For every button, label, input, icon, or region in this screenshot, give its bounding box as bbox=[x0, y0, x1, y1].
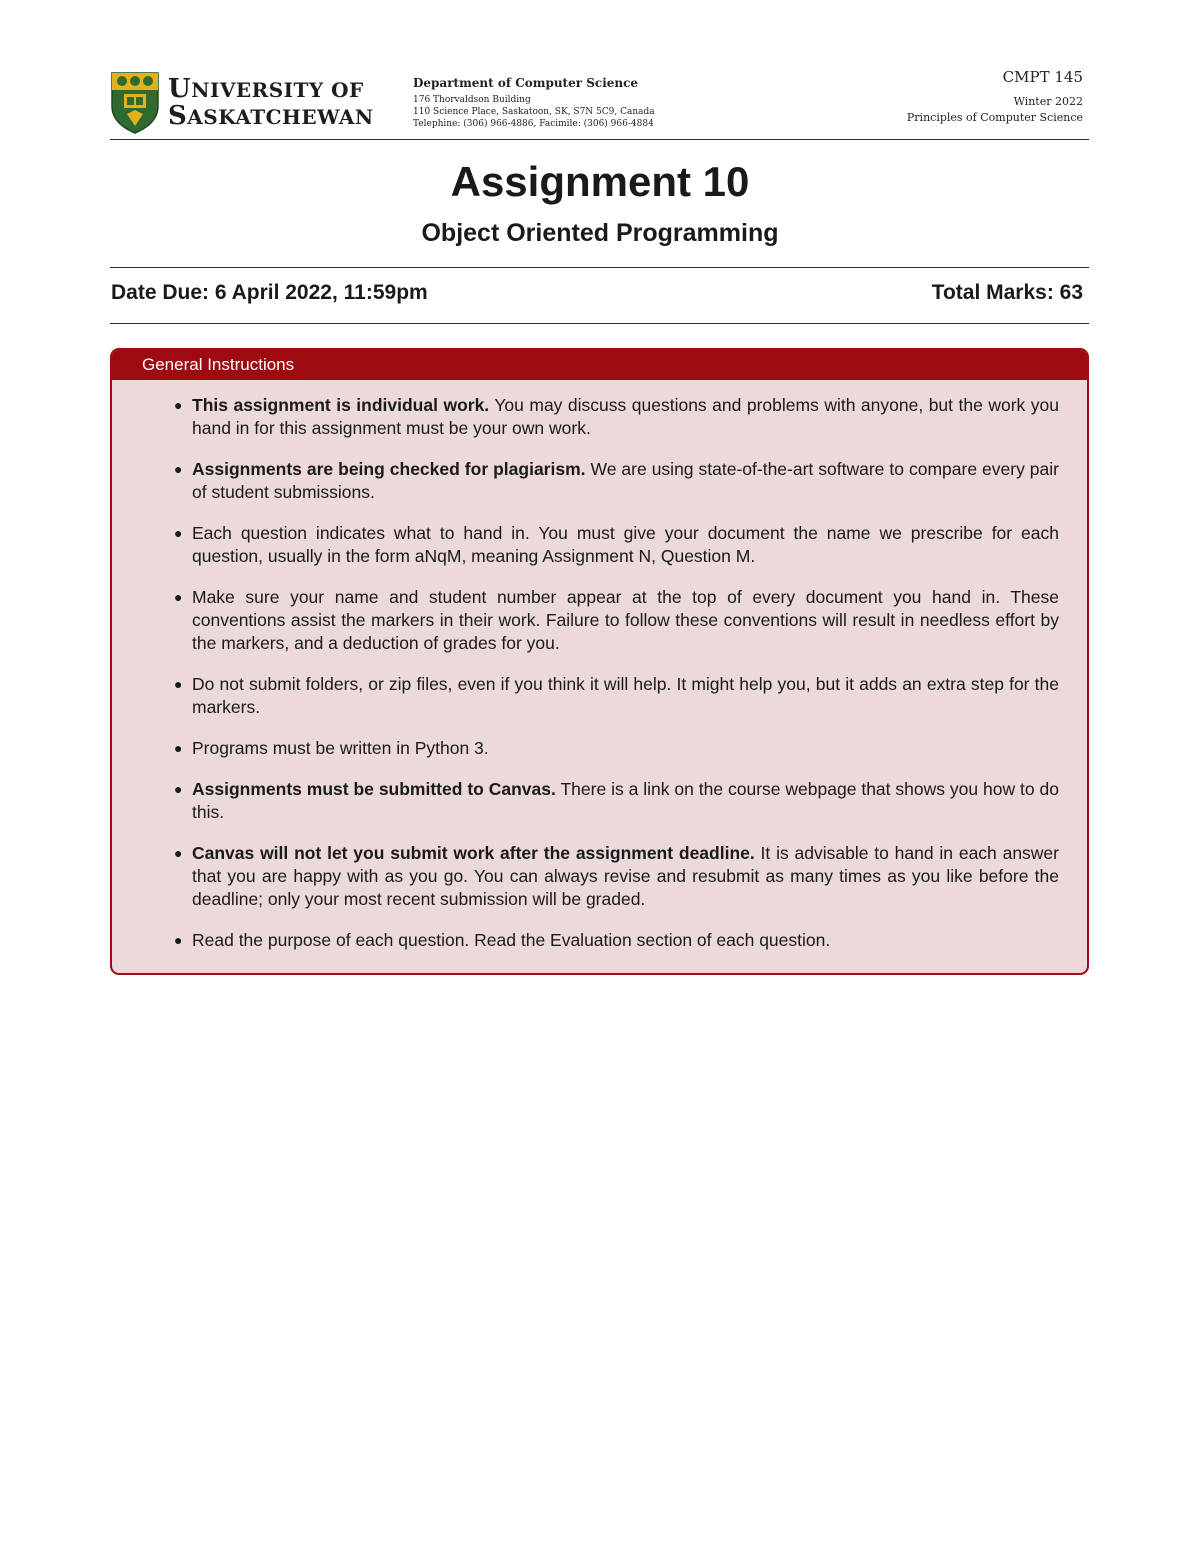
list-item bbox=[174, 394, 1059, 440]
page-subtitle: Object Oriented Programming bbox=[421, 219, 779, 247]
list-item-text: You may discuss questions and problems with anyone, but the work you hand in for this assignment must be your own work. bbox=[192, 395, 1059, 438]
bullet-dot-icon: ● bbox=[174, 781, 183, 797]
bullet-dot-icon: ● bbox=[174, 932, 183, 948]
list-item-text: It is advisable to hand in each answer that you are happy with as you go. You can always revise and resubmit as many times as you like before the deadline; only your most recent submission will be graded. bbox=[192, 843, 1059, 909]
list-item-text: Read the purpose of each question. Read the Evaluation section of each question. bbox=[192, 930, 831, 950]
list-item bbox=[174, 522, 1059, 568]
instructions-list bbox=[112, 380, 1087, 952]
list-item-bold: This assignment is individual work. bbox=[192, 395, 490, 415]
bullet-dot-icon: ● bbox=[174, 740, 183, 756]
address-line-2: 110 Science Place, Saskatoon, SK, S7N 5C9, Canada bbox=[413, 107, 655, 117]
total-marks: Total Marks: 63 bbox=[931, 281, 1083, 304]
course-name: Principles of Computer Science bbox=[906, 111, 1083, 124]
list-item-bold: Assignments are being checked for plagiarism. bbox=[192, 459, 586, 479]
list-item-text: Do not submit folders, or zip files, even if you think it will help. It might help you, but it adds an extra step for the markers. bbox=[192, 674, 1059, 717]
university-line1: NIVERSITY OF bbox=[191, 78, 364, 102]
list-item bbox=[174, 458, 1059, 504]
bullet-dot-icon: ● bbox=[174, 461, 183, 477]
university-line2: ASKATCHEWAN bbox=[187, 105, 374, 129]
university-initial-u: U bbox=[168, 74, 192, 104]
list-item-text: There is a link on the course webpage that shows you how to do this. bbox=[192, 779, 1060, 822]
bullet-dot-icon: ● bbox=[174, 845, 183, 861]
due-date: Date Due: 6 April 2022, 11:59pm bbox=[111, 281, 428, 304]
list-item-text: Programs must be written in Python 3. bbox=[192, 738, 489, 758]
bullet-dot-icon: ● bbox=[174, 589, 183, 605]
department-name: Department of Computer Science bbox=[413, 76, 639, 90]
list-item bbox=[174, 737, 1059, 760]
university-crest-icon bbox=[111, 72, 159, 134]
page-title: Assignment 10 bbox=[450, 158, 750, 205]
university-name bbox=[168, 76, 374, 130]
title-divider bbox=[110, 267, 1089, 268]
bullet-dot-icon: ● bbox=[174, 525, 183, 541]
course-term: Winter 2022 bbox=[1013, 95, 1083, 108]
address-line-1: 176 Thorvaldson Building bbox=[413, 95, 531, 105]
list-item-bold: Canvas will not let you submit work after the assignment deadline. bbox=[192, 843, 755, 863]
bullet-dot-icon: ● bbox=[174, 676, 183, 692]
course-code: CMPT 145 bbox=[1002, 68, 1083, 86]
bullet-dot-icon: ● bbox=[174, 397, 183, 413]
list-item-text: Each question indicates what to hand in. You must give your document the name we prescribe for each question, usually in the form aNqM, meaning Assignment N, Question M. bbox=[192, 523, 1059, 566]
due-divider bbox=[110, 323, 1089, 324]
list-item bbox=[174, 778, 1060, 824]
list-item-text: We are using state-of-the-art software to compare every pair of student submissions. bbox=[192, 459, 1059, 502]
instructions-heading: General Instructions bbox=[112, 350, 1087, 380]
list-item-text: Make sure your name and student number appear at the top of every document you hand in. These conventions assist the markers in their work. Failure to follow these conventions will result in needless effort by the markers, and a deduction of grades for you. bbox=[192, 587, 1059, 653]
list-item bbox=[174, 586, 1059, 655]
list-item-bold: Assignments must be submitted to Canvas. bbox=[192, 779, 556, 799]
department-block bbox=[413, 76, 655, 130]
list-item bbox=[174, 929, 1059, 952]
list-item bbox=[174, 842, 1059, 911]
course-block bbox=[907, 68, 1083, 126]
instructions-box bbox=[110, 348, 1089, 975]
list-item bbox=[174, 673, 1059, 719]
header-divider bbox=[110, 139, 1089, 140]
university-initial-s: S bbox=[168, 101, 188, 131]
address-line-3: Telephine: (306) 966-4886, Facimile: (306) 966-4884 bbox=[413, 119, 654, 129]
